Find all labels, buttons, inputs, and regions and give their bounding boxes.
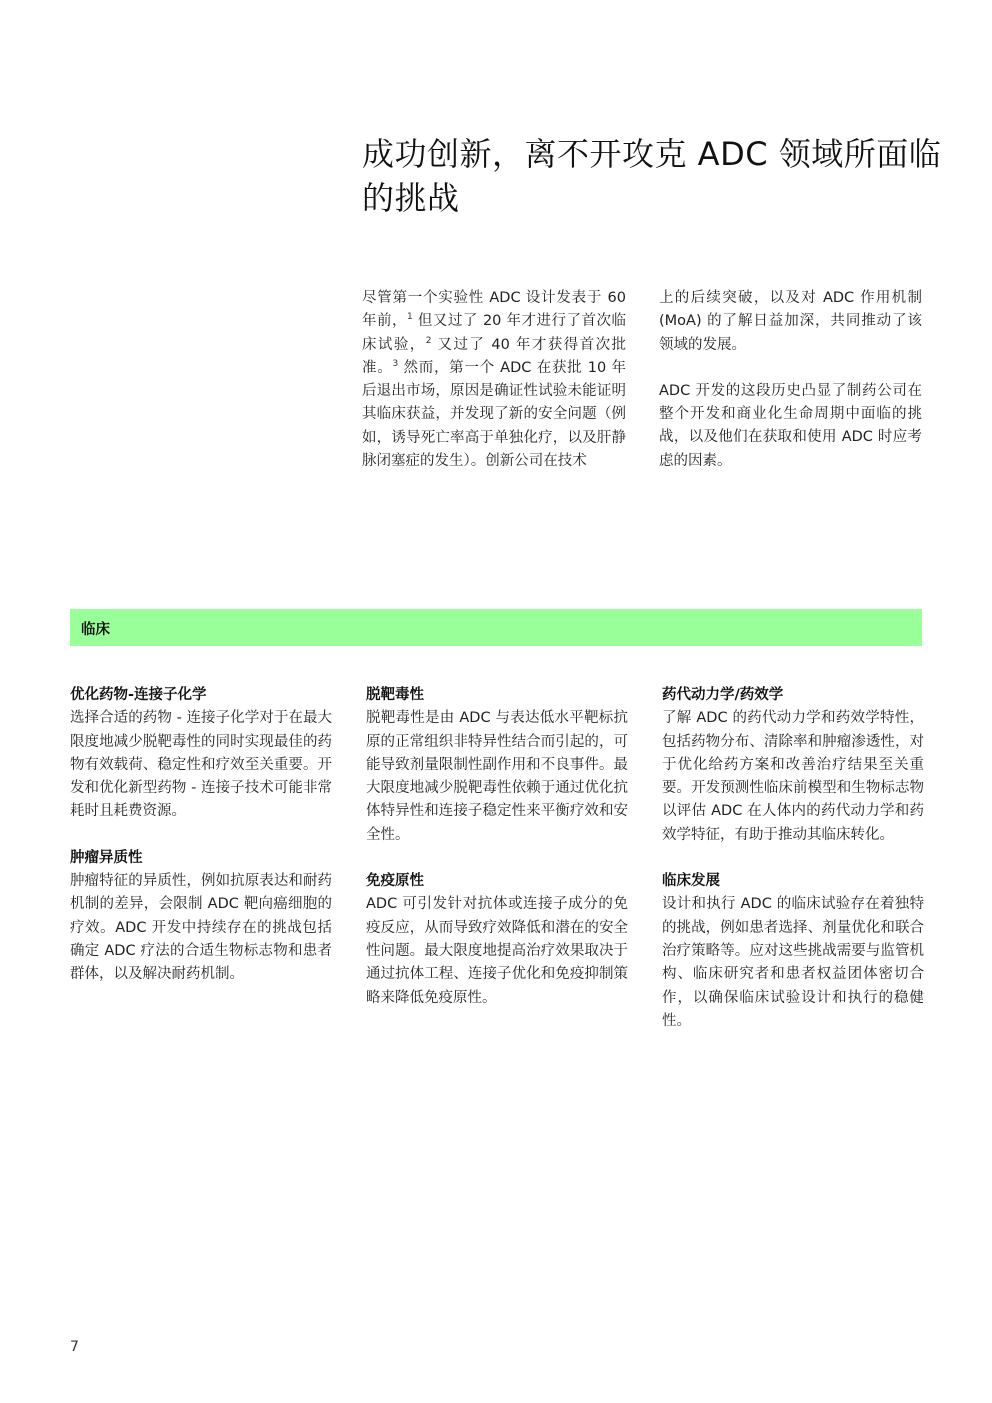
intro-text: 尽管第一个实验性 ADC 设计发表于 60 年前， [362, 290, 626, 330]
intro-paragraph-3: ADC 开发的这段历史凸显了制药公司在整个开发和商业化生命周期中面临的挑战，以及他们在获取和使用 ADC 时应考虑的因素。 [659, 382, 922, 469]
challenge-heading: 免疫原性 [366, 873, 424, 890]
challenge-heading: 临床发展 [662, 873, 720, 890]
challenge-body: 选择合适的药物 - 连接子化学对于在最大限度地减少脱靶毒性的同时实现最佳的药物有效载荷、稳定性和疗效至关重要。开发和优化新型药物 - 连接子技术可能非常耗时且耗费资源。 [70, 710, 332, 820]
challenge-body: 了解 ADC 的药代动力学和药效学特性，包括药物分布、清除率和肿瘤渗透性，对于优化给药方案和改善治疗结果至关重要。开发预测性临床前模型和生物标志物以评估 ADC 在人体内的药代动力学和药效学特征，有助于推动其临床转化。 [662, 710, 924, 843]
challenge-heading: 优化药物-连接子化学 [70, 687, 207, 703]
intro-column-right [659, 287, 922, 473]
section-bar-clinical [70, 609, 922, 646]
challenge-column-2 [366, 684, 628, 1033]
footnote-ref: 1 [407, 312, 413, 323]
challenge-heading: 肿瘤异质性 [70, 849, 143, 866]
footnote-ref: 3 [392, 359, 399, 370]
challenge-block [70, 684, 332, 824]
challenge-block [366, 684, 628, 847]
challenge-heading: 脱靶毒性 [366, 687, 424, 703]
intro-paragraph-1 [362, 287, 626, 473]
intro-text: 又过了 40 年才获得首次批准。 [362, 336, 626, 376]
challenge-body: 肿瘤特征的异质性，例如抗原表达和耐药机制的差异，会限制 ADC 靶向癌细胞的疗效。ADC 开发中持续存在的挑战包括确定 ADC 疗法的合适生物标志物和患者群体，以及解决耐药机制。 [70, 873, 332, 983]
challenge-body: ADC 可引发针对抗体或连接子成分的免疫反应，从而导致疗效降低和潜在的安全性问题。最大限度地提高治疗效果取决于通过抗体工程、连接子优化和免疫抑制策略来降低免疫原性。 [366, 896, 628, 1006]
challenge-block [662, 684, 924, 847]
section-label: 临床 [81, 622, 110, 638]
intro-column-left [362, 287, 626, 473]
intro-text: 然而，第一个 ADC 在获批 10 年后退出市场，原因是确证性试验未能证明其临床获益，并发现了新的安全问题（例如，诱导死亡率高于单独化疗，以及肝静脉闭塞症的发生）。创新公司在技术 [362, 359, 626, 470]
intro-text: 但又过了 20 年才进行了首次临床试验， [362, 313, 626, 353]
challenge-block [366, 870, 628, 1010]
challenge-heading: 药代动力学/药效学 [662, 687, 784, 703]
challenge-block [70, 847, 332, 987]
challenge-column-3 [662, 684, 924, 1056]
challenge-body: 脱靶毒性是由 ADC 与表达低水平靶标抗原的正常组织非特异性结合而引起的，可能导致剂量限制性副作用和不良事件。最大限度地减少脱靶毒性依赖于通过优化抗体特异性和连接子稳定性来平衡疗效和安全性。 [366, 710, 628, 843]
challenge-block [662, 870, 924, 1033]
challenge-body: 设计和执行 ADC 的临床试验存在着独特的挑战，例如患者选择、剂量优化和联合治疗策略等。应对这些挑战需要与监管机构、临床研究者和患者权益团体密切合作，以确保临床试验设计和执行的稳健性。 [662, 896, 924, 1029]
challenge-column-1 [70, 684, 332, 1010]
page-title: 成功创新，离不开攻克 ADC 领域所面临的挑战 [362, 135, 942, 217]
intro-paragraph-2: 上的后续突破，以及对 ADC 作用机制 (MoA) 的了解日益加深，共同推动了该领域的发展。 [659, 290, 922, 353]
footnote-ref: 2 [425, 335, 432, 346]
page-number: 7 [70, 1339, 79, 1355]
